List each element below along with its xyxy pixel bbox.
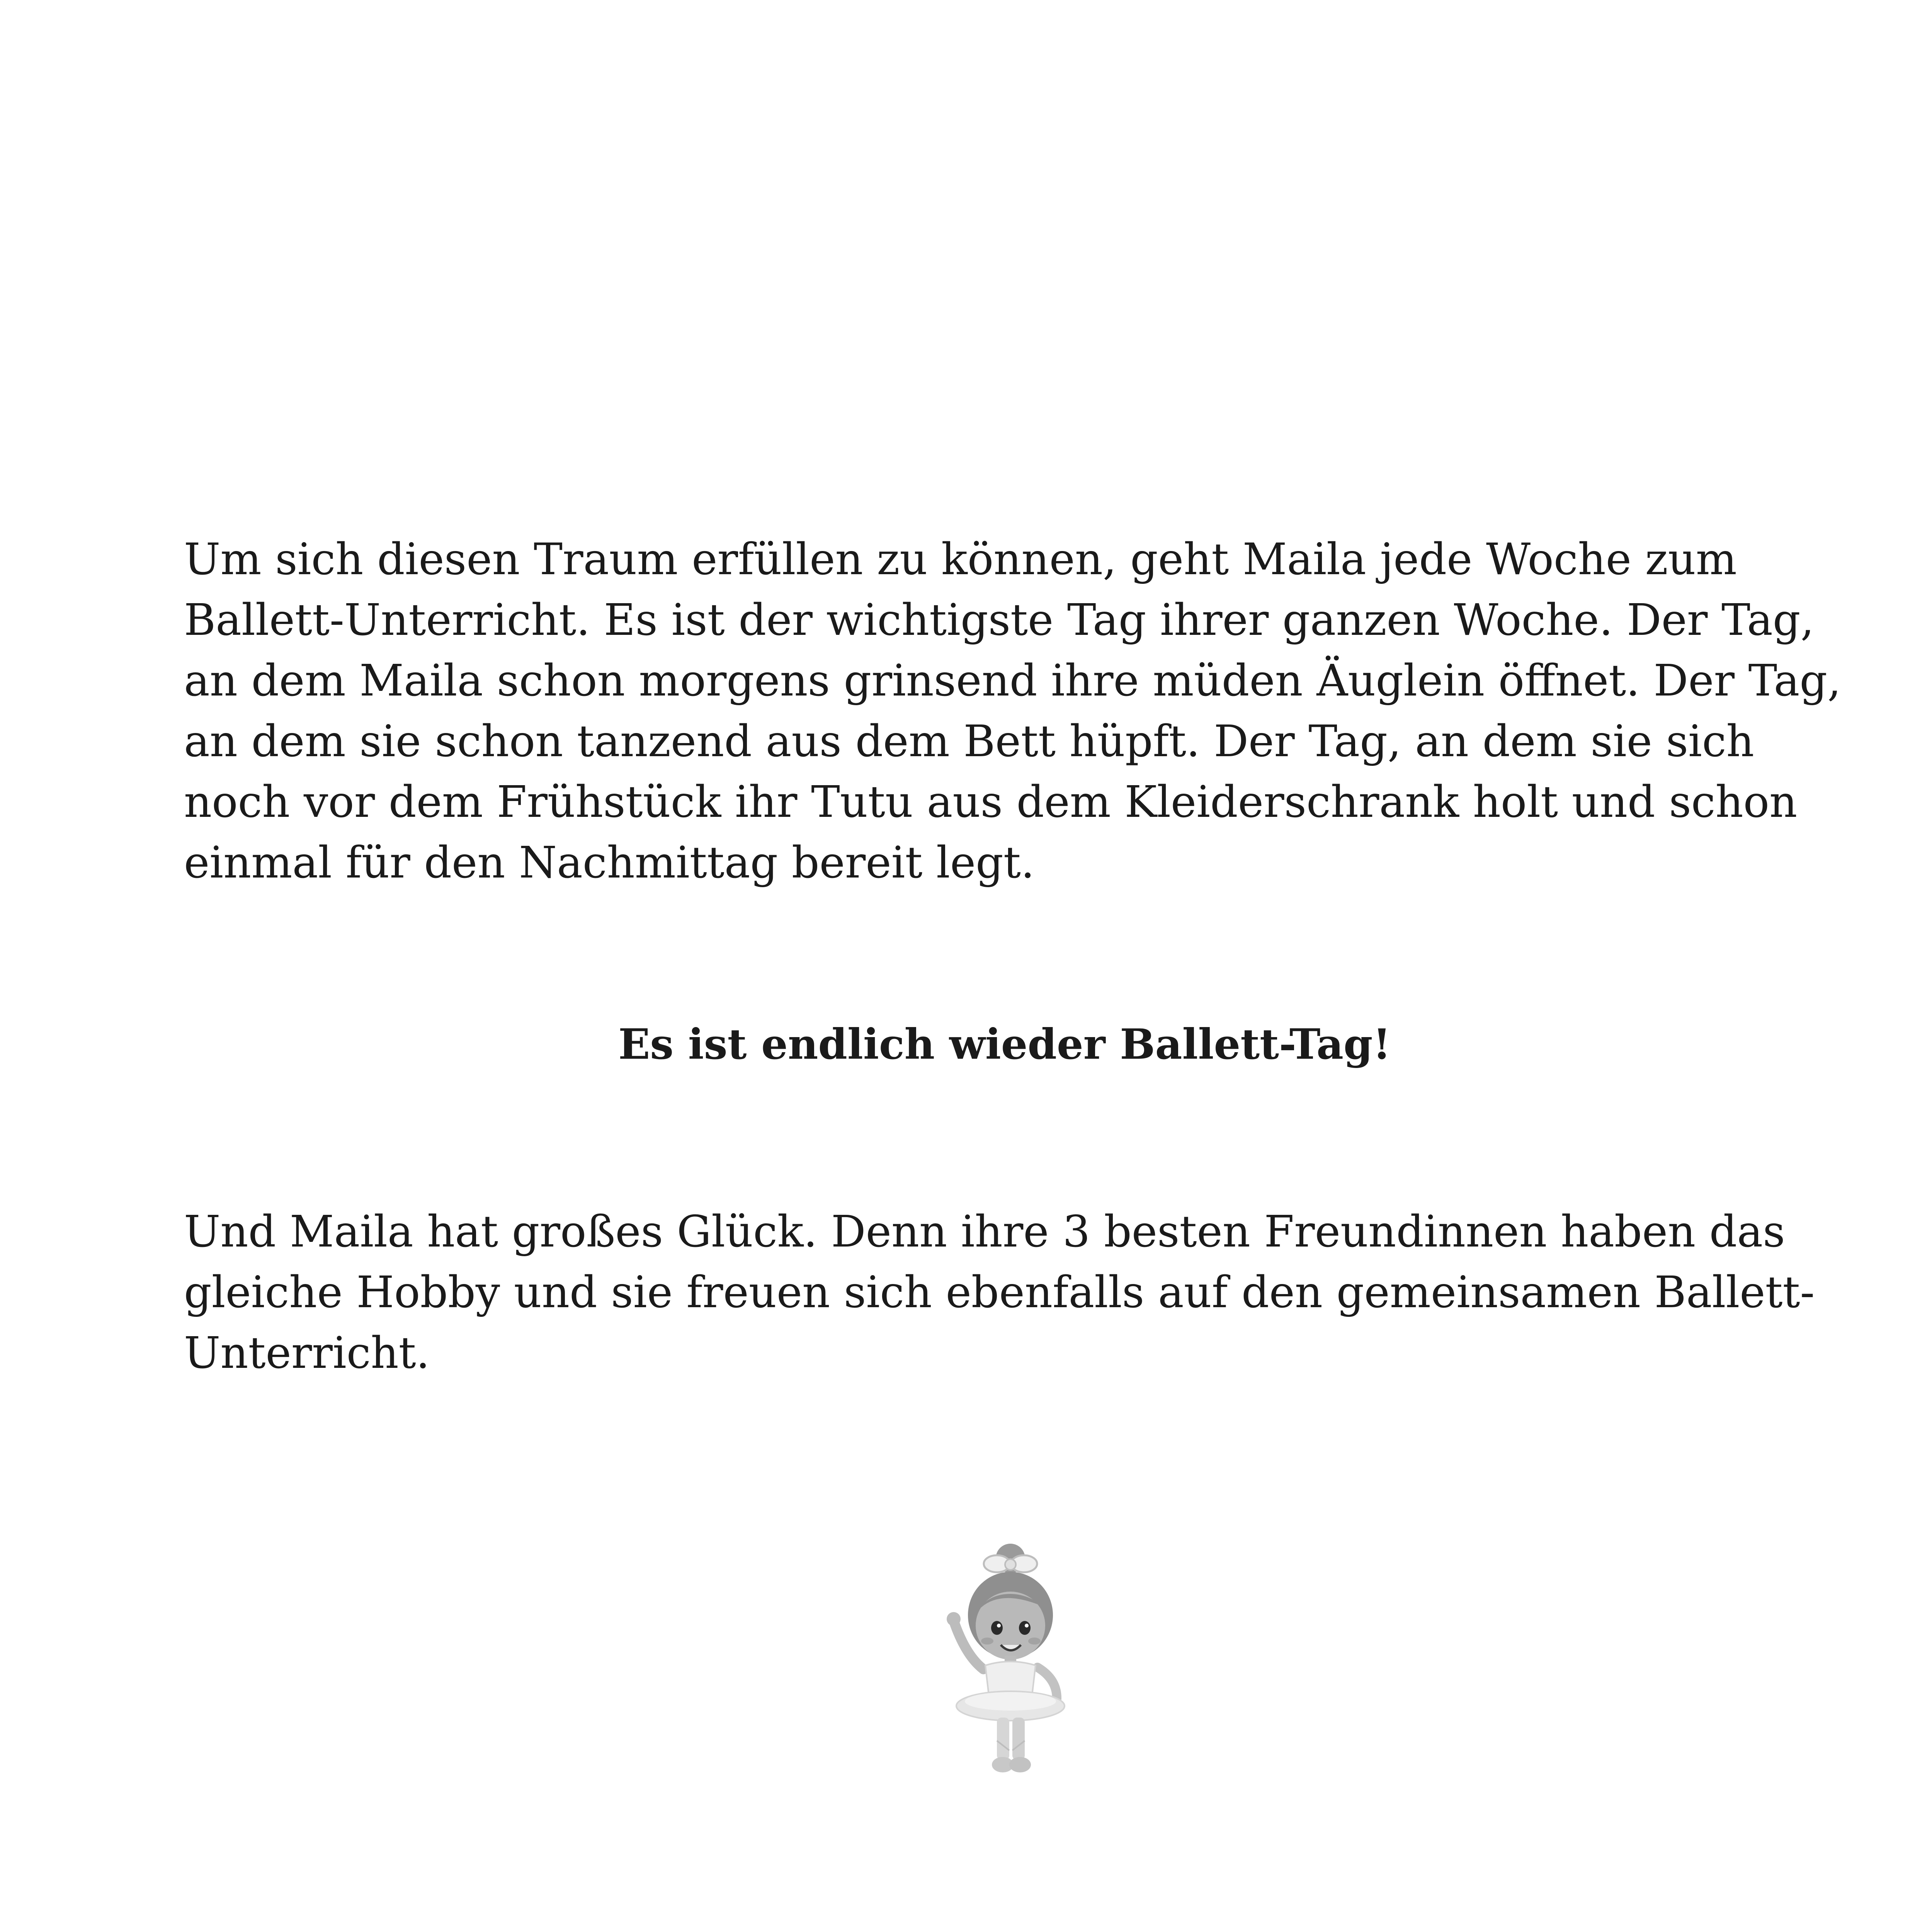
bow-knot	[1005, 1559, 1016, 1570]
ballerina-girl-icon	[939, 1540, 1082, 1779]
eye-right	[1019, 1621, 1031, 1635]
story-heading: Es ist endlich wieder Ballett-Tag!	[618, 1020, 1391, 1069]
leg-left	[997, 1718, 1009, 1760]
leg-right	[1012, 1718, 1025, 1760]
story-paragraph-1: Um sich diesen Traum erfüllen zu können, geht Maila jede Woche zum Ballett-Unterricht. Es ist der wichtigste Tag ihrer ganzen Woche. Der Tag, an dem Maila schon morgens grinsend ihre müden Äuglein öffnet. Der Tag, an dem sie schon tanzend aus dem Bett hüpft. Der Tag, an dem sie sich noch vor dem Frühstück ihr Tutu aus dem Kleiderschrank holt und schon einmal für den Nachmittag bereit legt.	[184, 534, 1841, 888]
eye-left	[991, 1621, 1003, 1635]
shoe-right	[1009, 1757, 1031, 1772]
story-paragraph-2: Und Maila hat großes Glück. Denn ihre 3 besten Freundinnen haben das gleiche Hobby und sie freuen sich ebenfalls auf den gemeinsamen Ballett-Unterricht.	[184, 1207, 1815, 1378]
